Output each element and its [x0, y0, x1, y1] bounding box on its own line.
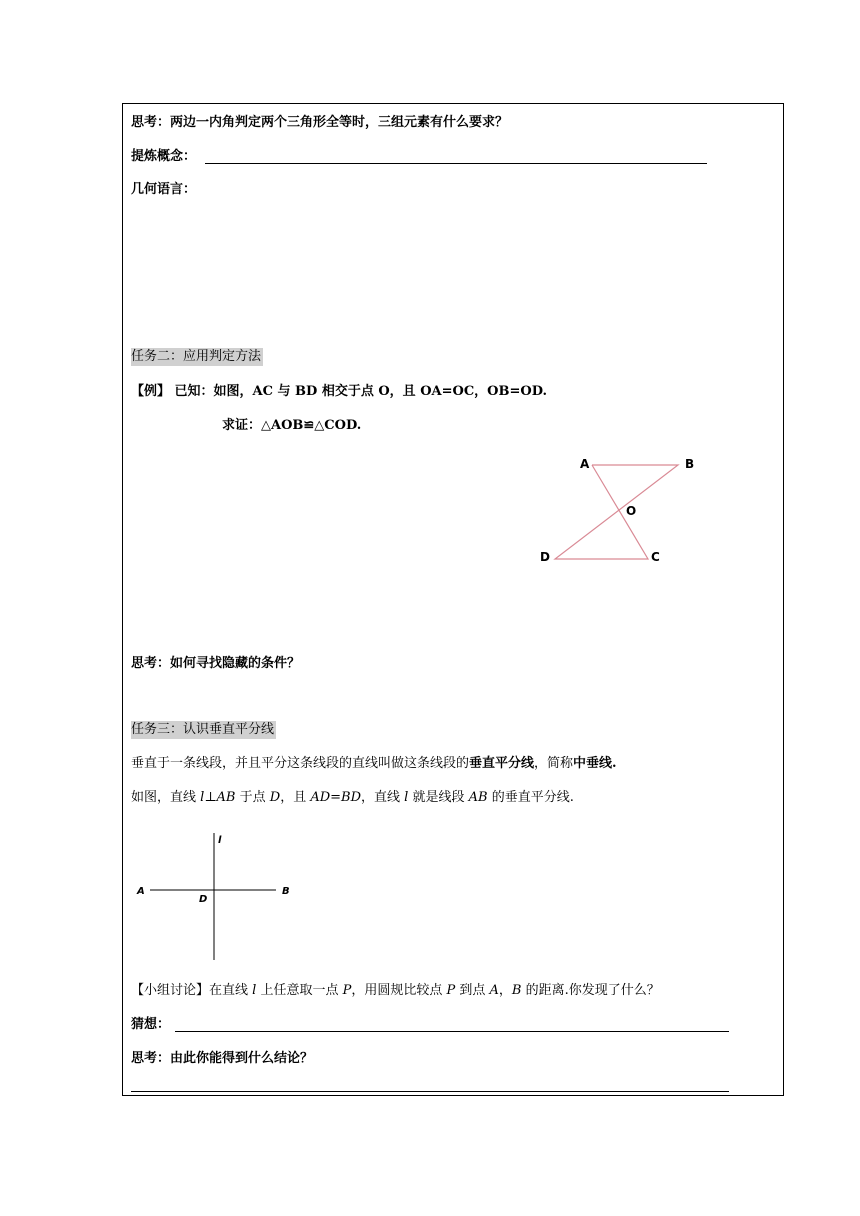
label-B: B	[685, 457, 695, 471]
label-A: A	[580, 457, 590, 471]
guess-answer-line	[175, 1031, 729, 1032]
label-D2: D	[199, 894, 208, 905]
guess-label: 猜想：	[131, 1017, 171, 1032]
example-tag: 【例】	[131, 384, 171, 399]
conclusion-answer-line	[131, 1091, 729, 1092]
term-short-name: 中垂线.	[573, 756, 617, 771]
label-A2: A	[137, 886, 145, 897]
example-text: 已知：如图，AC 与 BD 相交于点 O，且 OA=OC，OB=OD.	[174, 384, 548, 399]
label-C: C	[651, 550, 660, 564]
geometry-language-label: 几何语言：	[131, 182, 197, 197]
group-discussion: 【小组讨论】在直线 l 上任意取一点 P，用圆规比较点 P 到点 A，B 的距离.你发现了什么？	[131, 983, 660, 998]
think-question-3: 思考：由此你能得到什么结论？	[131, 1051, 314, 1066]
label-O: O	[626, 504, 637, 518]
label-D: D	[540, 550, 550, 564]
perpendicular-figure	[130, 828, 300, 968]
task-two-heading: 任务二：应用判定方法	[131, 349, 262, 364]
label-l: l	[218, 835, 222, 846]
triangle-figure	[530, 450, 710, 570]
example-line	[131, 383, 547, 401]
concept-answer-line	[205, 163, 707, 164]
term-perpendicular-bisector: 垂直平分线	[469, 756, 535, 771]
think-question-1: 思考：两边一内角判定两个三角形全等时，三组元素有什么要求？	[131, 115, 509, 130]
definition-text: 垂直于一条线段，并且平分这条线段的直线叫做这条线段的垂直平分线，简称中垂线.	[131, 756, 617, 771]
task-three-heading: 任务三：认识垂直平分线	[131, 722, 275, 737]
figure-description: 如图，直线 l⊥AB 于点 D，且 AD=BD，直线 l 就是线段 AB 的垂直平分线.	[131, 790, 574, 805]
prove-statement: 求证：△AOB≌△COD.	[222, 418, 362, 433]
think-question-2: 思考：如何寻找隐藏的条件？	[131, 656, 301, 671]
concept-label: 提炼概念：	[131, 149, 197, 164]
label-B2: B	[282, 886, 290, 897]
figure-lines	[555, 465, 678, 559]
